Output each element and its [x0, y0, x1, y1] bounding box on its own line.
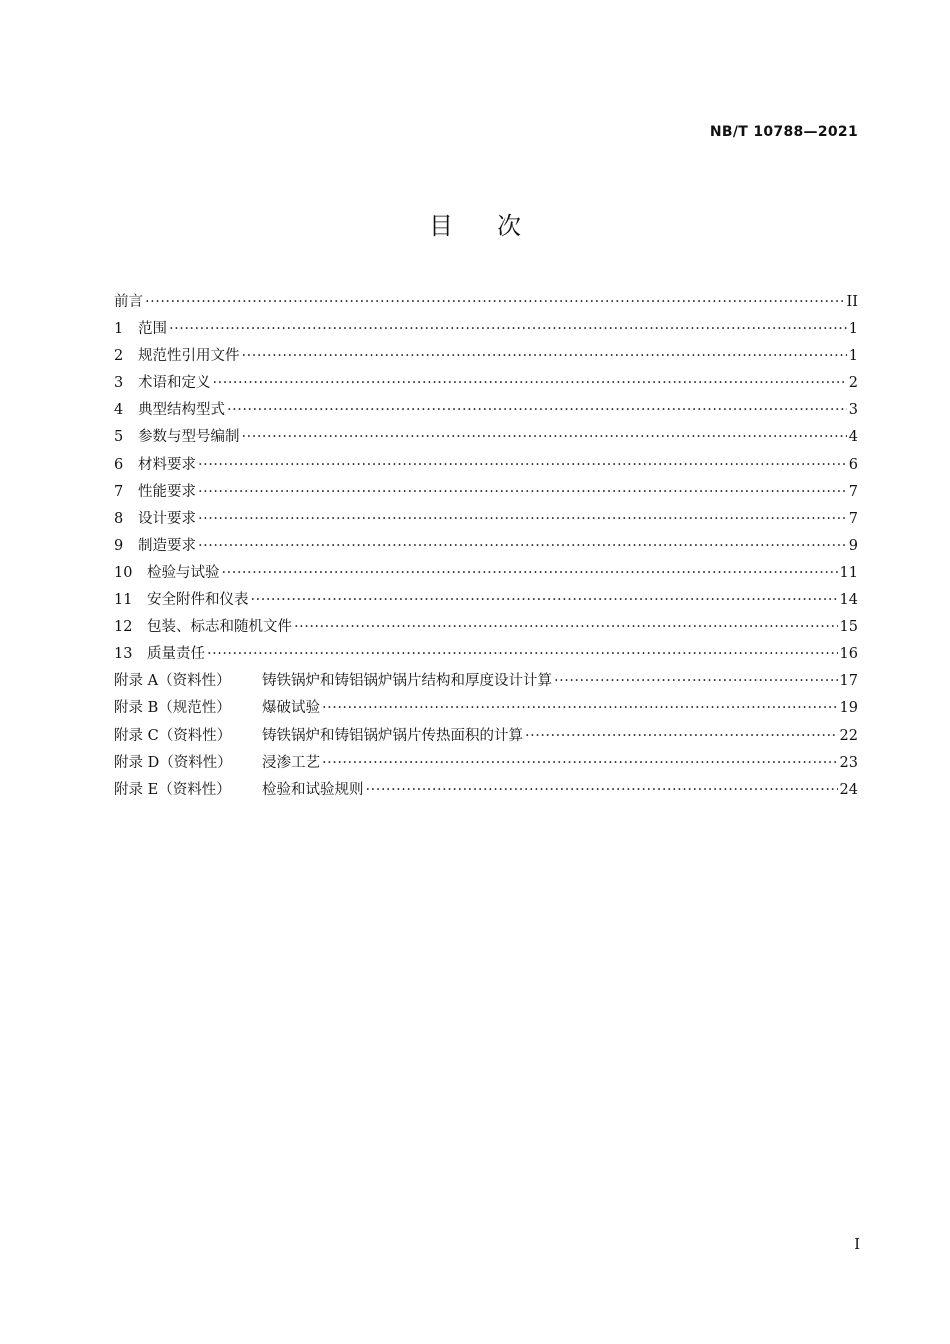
page-title: 目次 [429, 212, 565, 240]
toc-entry-number: 附录 C（资料性） [114, 727, 232, 744]
toc-entry-number: 附录 E（资料性） [114, 781, 231, 798]
toc-entry-label: 范围 [138, 321, 167, 338]
toc-entry-13[interactable] [114, 642, 858, 669]
toc-entry-number: 13 [114, 646, 133, 663]
toc-entry-appendix-d[interactable] [114, 751, 858, 778]
toc-entry-page: 22 [839, 727, 858, 744]
page-number: I [854, 1237, 860, 1253]
table-of-contents [114, 290, 858, 805]
toc-entry-appendix-c[interactable] [114, 724, 858, 751]
toc-entry-page: 3 [848, 402, 858, 419]
toc-entry-12[interactable] [114, 615, 858, 642]
dot-leader [322, 755, 838, 771]
toc-entry-appendix-b[interactable] [114, 696, 858, 723]
toc-entry-number: 9 [114, 537, 124, 554]
toc-entry-1[interactable] [114, 317, 858, 344]
toc-entry-label: 检验与试验 [147, 564, 220, 581]
toc-entry-label: 性能要求 [138, 483, 196, 500]
toc-entry-number: 附录 D（资料性） [114, 754, 232, 771]
toc-entry-label: 爆破试验 [262, 700, 320, 717]
toc-entry-7[interactable] [114, 480, 858, 507]
toc-entry-page: 4 [848, 429, 858, 446]
toc-entry-page: 11 [839, 564, 858, 581]
toc-entry-page: II [846, 294, 858, 310]
dot-leader [227, 402, 847, 418]
toc-entry-label: 规范性引用文件 [138, 348, 240, 365]
toc-entry-label: 前言 [114, 294, 143, 310]
toc-entry-page: 17 [839, 673, 858, 690]
toc-entry-label: 铸铁锅炉和铸铝锅炉锅片结构和厚度设计计算 [262, 673, 552, 690]
toc-entry-page: 19 [839, 700, 858, 717]
toc-entry-appendix-e[interactable] [114, 778, 858, 805]
toc-entry-number: 3 [114, 375, 124, 392]
dot-leader [294, 619, 838, 635]
toc-entry-page: 23 [839, 754, 858, 771]
toc-entry-number: 6 [114, 456, 124, 473]
toc-entry-label: 浸渗工艺 [262, 754, 320, 771]
dot-leader [145, 294, 845, 310]
toc-entry-label: 安全附件和仪表 [147, 592, 249, 609]
dot-leader [198, 538, 847, 554]
toc-entry-2[interactable] [114, 344, 858, 371]
dot-leader [554, 673, 838, 689]
toc-entry-number: 7 [114, 483, 124, 500]
dot-leader [251, 592, 838, 608]
dot-leader [198, 511, 847, 527]
toc-entry-page: 7 [848, 483, 858, 500]
toc-entry-3[interactable] [114, 371, 858, 398]
toc-entry-number: 5 [114, 429, 124, 446]
toc-entry-label: 术语和定义 [138, 375, 211, 392]
toc-entry-page: 14 [839, 592, 858, 609]
toc-entry-label: 制造要求 [138, 537, 196, 554]
toc-entry-11[interactable] [114, 588, 858, 615]
dot-leader [366, 782, 838, 798]
toc-entry-label: 质量责任 [147, 646, 205, 663]
toc-entry-label: 材料要求 [138, 456, 196, 473]
toc-entry-number: 4 [114, 402, 124, 419]
toc-entry-page: 16 [839, 646, 858, 663]
toc-entry-page: 24 [839, 781, 858, 798]
toc-entry-page: 6 [848, 456, 858, 473]
toc-entry-label: 参数与型号编制 [138, 429, 240, 446]
toc-entry-page: 15 [839, 619, 858, 636]
toc-entry-label: 设计要求 [138, 510, 196, 527]
toc-entry-label: 检验和试验规则 [262, 781, 364, 798]
toc-entry-page: 1 [848, 321, 858, 338]
toc-entry-foreword[interactable] [114, 290, 858, 317]
dot-leader [222, 565, 838, 581]
toc-entry-number: 10 [114, 564, 133, 581]
toc-entry-label: 铸铁锅炉和铸铝锅炉锅片传热面积的计算 [262, 727, 523, 744]
toc-entry-number: 8 [114, 510, 124, 527]
toc-entry-number: 11 [114, 592, 133, 609]
dot-leader [322, 700, 838, 716]
toc-entry-number: 附录 A（资料性） [114, 673, 231, 690]
toc-entry-page: 2 [848, 375, 858, 392]
dot-leader [207, 646, 838, 662]
toc-entry-page: 7 [848, 510, 858, 527]
dot-leader [213, 375, 847, 391]
dot-leader [198, 484, 847, 500]
toc-entry-8[interactable] [114, 507, 858, 534]
toc-entry-9[interactable] [114, 534, 858, 561]
toc-entry-5[interactable] [114, 425, 858, 452]
dot-leader [242, 429, 847, 445]
toc-entry-label: 典型结构型式 [138, 402, 225, 419]
toc-entry-4[interactable] [114, 398, 858, 425]
dot-leader [169, 321, 847, 337]
toc-entry-6[interactable] [114, 453, 858, 480]
dot-leader [525, 728, 838, 744]
toc-entry-10[interactable] [114, 561, 858, 588]
toc-entry-page: 1 [848, 348, 858, 365]
toc-entry-number: 附录 B（规范性） [114, 700, 231, 717]
standard-number: NB/T 10788—2021 [709, 124, 858, 140]
dot-leader [198, 457, 847, 473]
toc-entry-number: 2 [114, 348, 124, 365]
toc-entry-appendix-a[interactable] [114, 669, 858, 696]
toc-entry-number: 1 [114, 321, 124, 338]
toc-entry-label: 包装、标志和随机文件 [147, 619, 292, 636]
toc-entry-page: 9 [848, 537, 858, 554]
dot-leader [242, 348, 847, 364]
toc-entry-number: 12 [114, 619, 133, 636]
